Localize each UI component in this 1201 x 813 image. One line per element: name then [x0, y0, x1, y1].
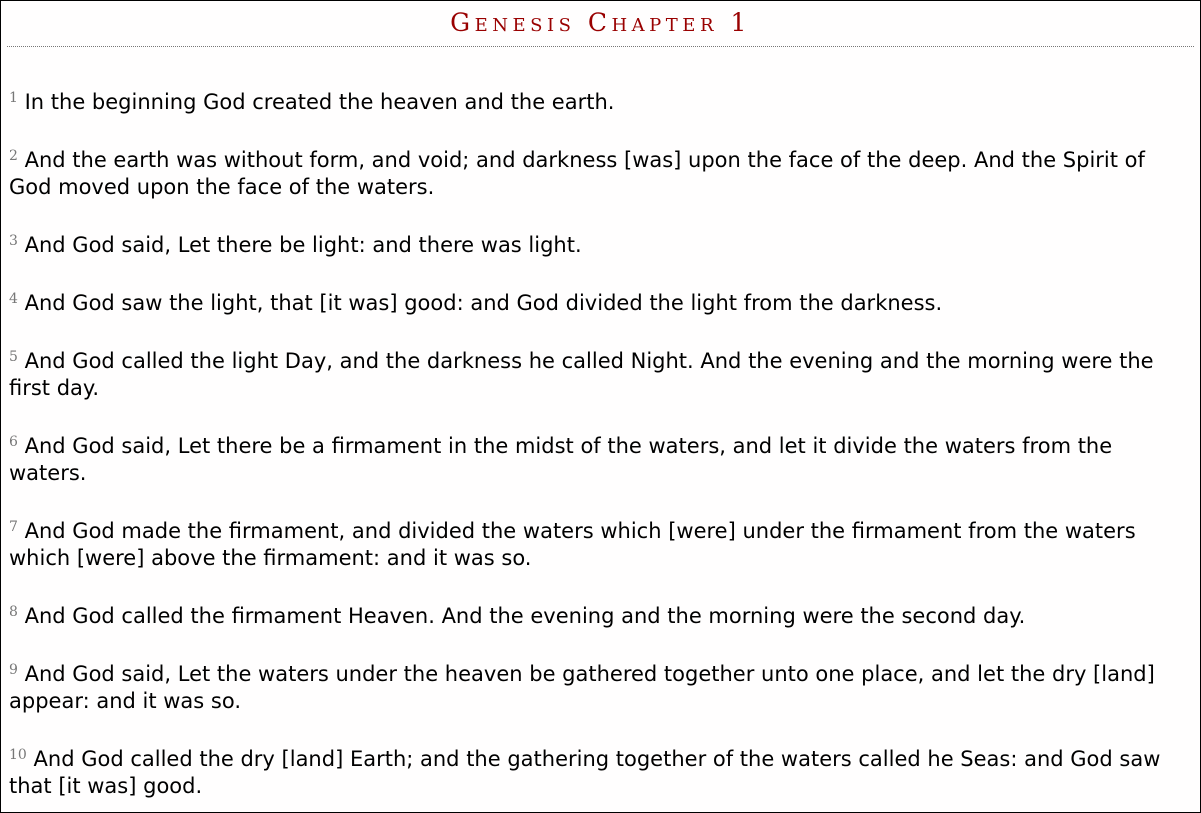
verse-2 — [9, 147, 1192, 201]
verse-text: And the earth was without form, and void; and darkness [was] upon the face of the deep. And the Spirit of God moved upon the face of the waters. — [9, 148, 1145, 199]
verse-text: And God said, Let there be a firmament in the midst of the waters, and let it divide the waters from the waters. — [9, 434, 1113, 485]
verse-4 — [9, 290, 1192, 317]
verse-6 — [9, 433, 1192, 487]
verse-number: 2 — [9, 148, 18, 164]
verse-number: 3 — [9, 233, 18, 249]
verse-number: 7 — [9, 519, 18, 535]
verse-number: 5 — [9, 349, 18, 365]
verse-text: And God said, Let there be light: and there was light. — [24, 233, 582, 257]
title-divider — [7, 46, 1194, 47]
verse-number: 9 — [9, 662, 18, 678]
verse-number: 8 — [9, 604, 18, 620]
verse-text: And God called the light Day, and the darkness he called Night. And the evening and the morning were the first day. — [9, 349, 1154, 400]
verse-10 — [9, 746, 1192, 800]
verse-9 — [9, 661, 1192, 715]
verse-text: And God made the firmament, and divided the waters which [were] under the firmament from the waters which [were] above the firmament: and it was so. — [9, 519, 1136, 570]
verse-number: 10 — [9, 747, 27, 763]
verse-1 — [9, 89, 1192, 116]
verse-text: In the beginning God created the heaven and the earth. — [24, 90, 615, 114]
verse-number: 4 — [9, 291, 18, 307]
verse-number: 1 — [9, 90, 18, 106]
verse-text: And God called the dry [land] Earth; and the gathering together of the waters called he Seas: and God saw that [it was] good. — [9, 747, 1161, 798]
verse-5 — [9, 348, 1192, 402]
verse-8 — [9, 603, 1192, 630]
verse-text: And God said, Let the waters under the heaven be gathered together unto one place, and let the dry [land] appear: and it was so. — [9, 662, 1155, 713]
verse-number: 6 — [9, 434, 18, 450]
verse-3 — [9, 232, 1192, 259]
verse-list — [9, 89, 1192, 813]
verse-text: And God called the firmament Heaven. And the evening and the morning were the second day. — [24, 604, 1026, 628]
verse-7 — [9, 518, 1192, 572]
chapter-title: Genesis Chapter 1 — [450, 8, 751, 37]
verse-text: And God saw the light, that [it was] good: and God divided the light from the darkness. — [24, 291, 943, 315]
